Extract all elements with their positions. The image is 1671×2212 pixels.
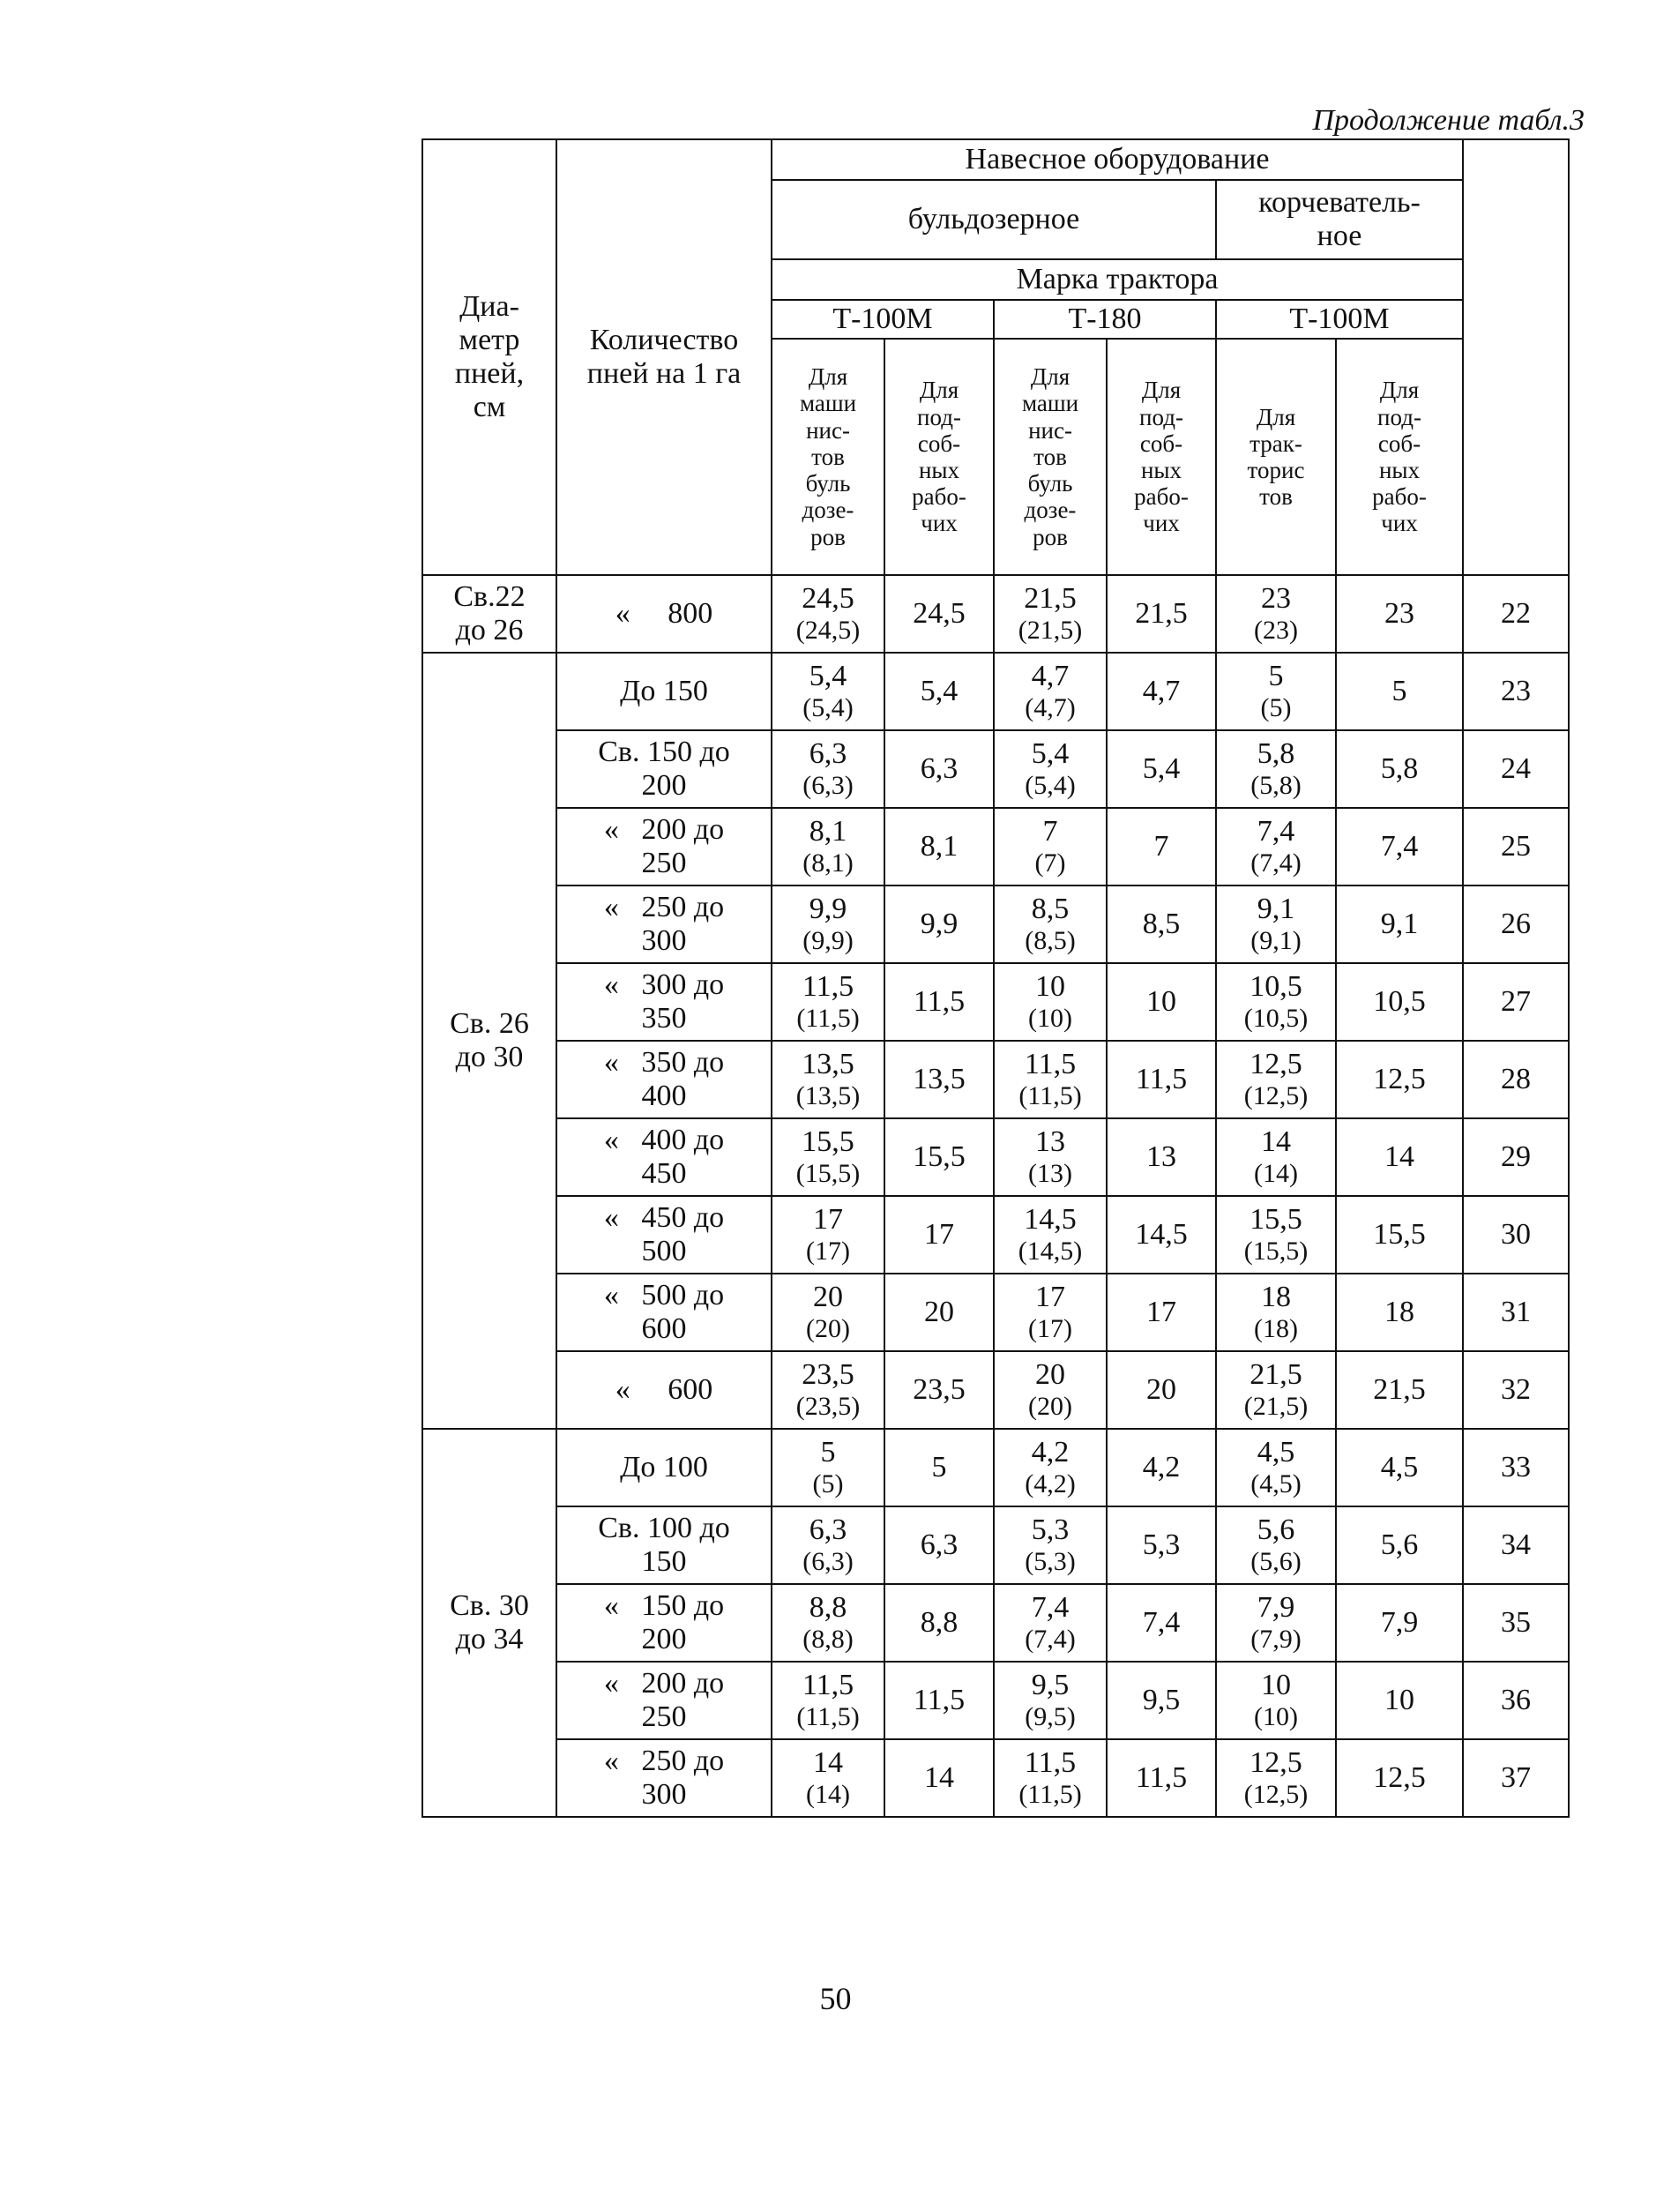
table-row [422,1662,1569,1739]
norm-helpers-rooter: 15,5 [1336,1196,1463,1274]
norms-table [421,138,1570,1818]
norm-helpers-rooter: 18 [1336,1274,1463,1351]
norm-helpers-t180: 20 [1107,1351,1216,1429]
row-number: 34 [1463,1506,1569,1584]
norm-tractorists: 5 (5) [1216,653,1336,730]
table-row [422,653,1569,730]
norm-helpers-t100m: 5,4 [884,653,994,730]
norm-helpers-rooter: 21,5 [1336,1351,1463,1429]
header-tractor-brand: Марка трактора [772,259,1463,300]
norm-helpers-t100m: 11,5 [884,963,994,1041]
norm-helpers-t100m: 9,9 [884,886,994,963]
row-number: 29 [1463,1118,1569,1196]
norm-helpers-t180: 4,2 [1107,1429,1216,1506]
norm-helpers-t100m: 13,5 [884,1041,994,1118]
norm-helpers-rooter: 4,5 [1336,1429,1463,1506]
table-caption: Продолжение табл.3 [1312,104,1585,137]
norm-helpers-rooter: 7,4 [1336,808,1463,886]
norm-helpers-t100m: 6,3 [884,730,994,808]
table-row [422,1118,1569,1196]
norm-helpers-t100m: 23,5 [884,1351,994,1429]
norm-helpers-rooter: 9,1 [1336,886,1463,963]
norm-helpers-t100m: 11,5 [884,1662,994,1739]
row-number: 35 [1463,1584,1569,1662]
norm-helpers-t100m: 20 [884,1274,994,1351]
table-row [422,730,1569,808]
header-diameter: Диа- метр пней, см [422,139,556,575]
row-number: 33 [1463,1429,1569,1506]
norm-helpers-t100m: 6,3 [884,1506,994,1584]
quantity-cell: « 350 до 400 [556,1041,772,1118]
header-machinists-t100m: Для маши нис- тов буль дозе- ров [772,339,884,575]
norm-helpers-t100m: 8,1 [884,808,994,886]
norm-machinists-t180: 21,5 (21,5) [994,575,1107,653]
quantity-cell: « 500 до 600 [556,1274,772,1351]
norm-helpers-t180: 5,3 [1107,1506,1216,1584]
table-row [422,1429,1569,1506]
header-bulldozer: бульдозерное [772,180,1216,259]
norm-helpers-t180: 10 [1107,963,1216,1041]
norm-machinists-t100m: 6,3 (6,3) [772,730,884,808]
table-row [422,1739,1569,1817]
diameter-cell: Св. 26 до 30 [422,653,556,1429]
header-helpers-t100m: Для под- соб- ных рабо- чих [884,339,994,575]
quantity-cell: Св. 150 до 200 [556,730,772,808]
row-number: 24 [1463,730,1569,808]
norm-helpers-rooter: 7,9 [1336,1584,1463,1662]
norm-machinists-t100m: 6,3 (6,3) [772,1506,884,1584]
quantity-cell: « 450 до 500 [556,1196,772,1274]
norm-helpers-t100m: 24,5 [884,575,994,653]
header-helpers-rooter: Для под- соб- ных рабо- чих [1336,339,1463,575]
norm-helpers-rooter: 12,5 [1336,1739,1463,1817]
norm-tractorists: 10 (10) [1216,1662,1336,1739]
norm-helpers-t180: 7,4 [1107,1584,1216,1662]
page-number: 50 [819,1981,852,2016]
norm-machinists-t180: 5,4 (5,4) [994,730,1107,808]
header-equipment: Навесное оборудование [772,139,1463,180]
norm-helpers-rooter: 12,5 [1336,1041,1463,1118]
row-number: 31 [1463,1274,1569,1351]
norm-machinists-t100m: 8,8 (8,8) [772,1584,884,1662]
norm-helpers-t180: 4,7 [1107,653,1216,730]
norm-helpers-rooter: 10 [1336,1662,1463,1739]
norm-machinists-t100m: 24,5 (24,5) [772,575,884,653]
quantity-cell: « 800 [556,575,772,653]
diameter-cell: Св. 30 до 34 [422,1429,556,1817]
row-number: 30 [1463,1196,1569,1274]
norm-machinists-t100m: 14 (14) [772,1739,884,1817]
norm-machinists-t100m: 11,5 (11,5) [772,1662,884,1739]
quantity-cell: « 250 до 300 [556,1739,772,1817]
norm-helpers-t180: 13 [1107,1118,1216,1196]
norm-helpers-rooter: 5,8 [1336,730,1463,808]
norm-helpers-t180: 11,5 [1107,1739,1216,1817]
norm-machinists-t180: 4,7 (4,7) [994,653,1107,730]
row-number: 36 [1463,1662,1569,1739]
norm-helpers-t100m: 15,5 [884,1118,994,1196]
table-row [422,808,1569,886]
header-t180: Т-180 [994,300,1216,339]
table-row [422,963,1569,1041]
norm-helpers-rooter: 5,6 [1336,1506,1463,1584]
diameter-cell: Св.22 до 26 [422,575,556,653]
norm-tractorists: 5,6 (5,6) [1216,1506,1336,1584]
table-row [422,1584,1569,1662]
row-number: 23 [1463,653,1569,730]
norm-machinists-t180: 5,3 (5,3) [994,1506,1107,1584]
norm-machinists-t100m: 13,5 (13,5) [772,1041,884,1118]
norm-tractorists: 10,5 (10,5) [1216,963,1336,1041]
row-number: 32 [1463,1351,1569,1429]
row-number: 27 [1463,963,1569,1041]
quantity-cell: « 200 до 250 [556,808,772,886]
norm-machinists-t100m: 17 (17) [772,1196,884,1274]
norm-tractorists: 7,4 (7,4) [1216,808,1336,886]
row-number: 28 [1463,1041,1569,1118]
norm-machinists-t180: 11,5 (11,5) [994,1041,1107,1118]
norm-machinists-t180: 13 (13) [994,1118,1107,1196]
norm-machinists-t100m: 11,5 (11,5) [772,963,884,1041]
norm-tractorists: 7,9 (7,9) [1216,1584,1336,1662]
norm-machinists-t100m: 23,5 (23,5) [772,1351,884,1429]
header-t100m-bulldozer: Т-100М [772,300,994,339]
table-row [422,1506,1569,1584]
norm-machinists-t180: 17 (17) [994,1274,1107,1351]
norm-machinists-t180: 10 (10) [994,963,1107,1041]
norm-machinists-t180: 20 (20) [994,1351,1107,1429]
norm-machinists-t180: 14,5 (14,5) [994,1196,1107,1274]
norm-tractorists: 18 (18) [1216,1274,1336,1351]
norm-helpers-rooter: 14 [1336,1118,1463,1196]
norm-machinists-t100m: 20 (20) [772,1274,884,1351]
header-quantity: Количество пней на 1 га [556,139,772,575]
header-t100m-rooter: Т-100М [1216,300,1463,339]
quantity-cell: Св. 100 до 150 [556,1506,772,1584]
norm-helpers-t100m: 5 [884,1429,994,1506]
norm-machinists-t100m: 9,9 (9,9) [772,886,884,963]
row-number: 22 [1463,575,1569,653]
table-row [422,1351,1569,1429]
norm-tractorists: 14 (14) [1216,1118,1336,1196]
header-row-number-blank [1463,139,1569,575]
quantity-cell: До 150 [556,653,772,730]
quantity-cell: « 250 до 300 [556,886,772,963]
norm-helpers-rooter: 10,5 [1336,963,1463,1041]
norm-tractorists: 12,5 (12,5) [1216,1041,1336,1118]
norm-helpers-t100m: 14 [884,1739,994,1817]
quantity-cell: « 300 до 350 [556,963,772,1041]
norm-helpers-t180: 9,5 [1107,1662,1216,1739]
norm-machinists-t100m: 8,1 (8,1) [772,808,884,886]
norm-machinists-t180: 7,4 (7,4) [994,1584,1107,1662]
norm-helpers-t180: 7 [1107,808,1216,886]
norm-tractorists: 12,5 (12,5) [1216,1739,1336,1817]
quantity-cell: « 600 [556,1351,772,1429]
table-row [422,1274,1569,1351]
norm-helpers-t180: 14,5 [1107,1196,1216,1274]
norm-tractorists: 15,5 (15,5) [1216,1196,1336,1274]
table-row [422,1196,1569,1274]
row-number: 25 [1463,808,1569,886]
norm-machinists-t180: 4,2 (4,2) [994,1429,1107,1506]
norm-machinists-t180: 8,5 (8,5) [994,886,1107,963]
norm-machinists-t180: 7 (7) [994,808,1107,886]
norm-helpers-t180: 21,5 [1107,575,1216,653]
norm-tractorists: 4,5 (4,5) [1216,1429,1336,1506]
row-number: 37 [1463,1739,1569,1817]
header-machinists-t180: Для маши нис- тов буль дозе- ров [994,339,1107,575]
header-tractorists: Для трак- торис тов [1216,339,1336,575]
header-helpers-t180: Для под- соб- ных рабо- чих [1107,339,1216,575]
norm-machinists-t100m: 15,5 (15,5) [772,1118,884,1196]
norm-machinists-t100m: 5 (5) [772,1429,884,1506]
norm-helpers-t100m: 17 [884,1196,994,1274]
norm-helpers-t180: 11,5 [1107,1041,1216,1118]
row-number: 26 [1463,886,1569,963]
quantity-cell: « 200 до 250 [556,1662,772,1739]
table-row [422,575,1569,653]
norm-helpers-t100m: 8,8 [884,1584,994,1662]
norm-helpers-rooter: 5 [1336,653,1463,730]
header-rooter: корчеватель- ное [1216,180,1463,259]
norm-tractorists: 21,5 (21,5) [1216,1351,1336,1429]
norm-helpers-t180: 8,5 [1107,886,1216,963]
norm-helpers-t180: 5,4 [1107,730,1216,808]
norm-helpers-t180: 17 [1107,1274,1216,1351]
quantity-cell: « 400 до 450 [556,1118,772,1196]
norm-machinists-t100m: 5,4 (5,4) [772,653,884,730]
quantity-cell: До 100 [556,1429,772,1506]
table-row [422,1041,1569,1118]
quantity-cell: « 150 до 200 [556,1584,772,1662]
table-row [422,886,1569,963]
norm-helpers-rooter: 23 [1336,575,1463,653]
norm-tractorists: 5,8 (5,8) [1216,730,1336,808]
norm-tractorists: 9,1 (9,1) [1216,886,1336,963]
norm-machinists-t180: 11,5 (11,5) [994,1739,1107,1817]
norm-tractorists: 23 (23) [1216,575,1336,653]
norm-machinists-t180: 9,5 (9,5) [994,1662,1107,1739]
